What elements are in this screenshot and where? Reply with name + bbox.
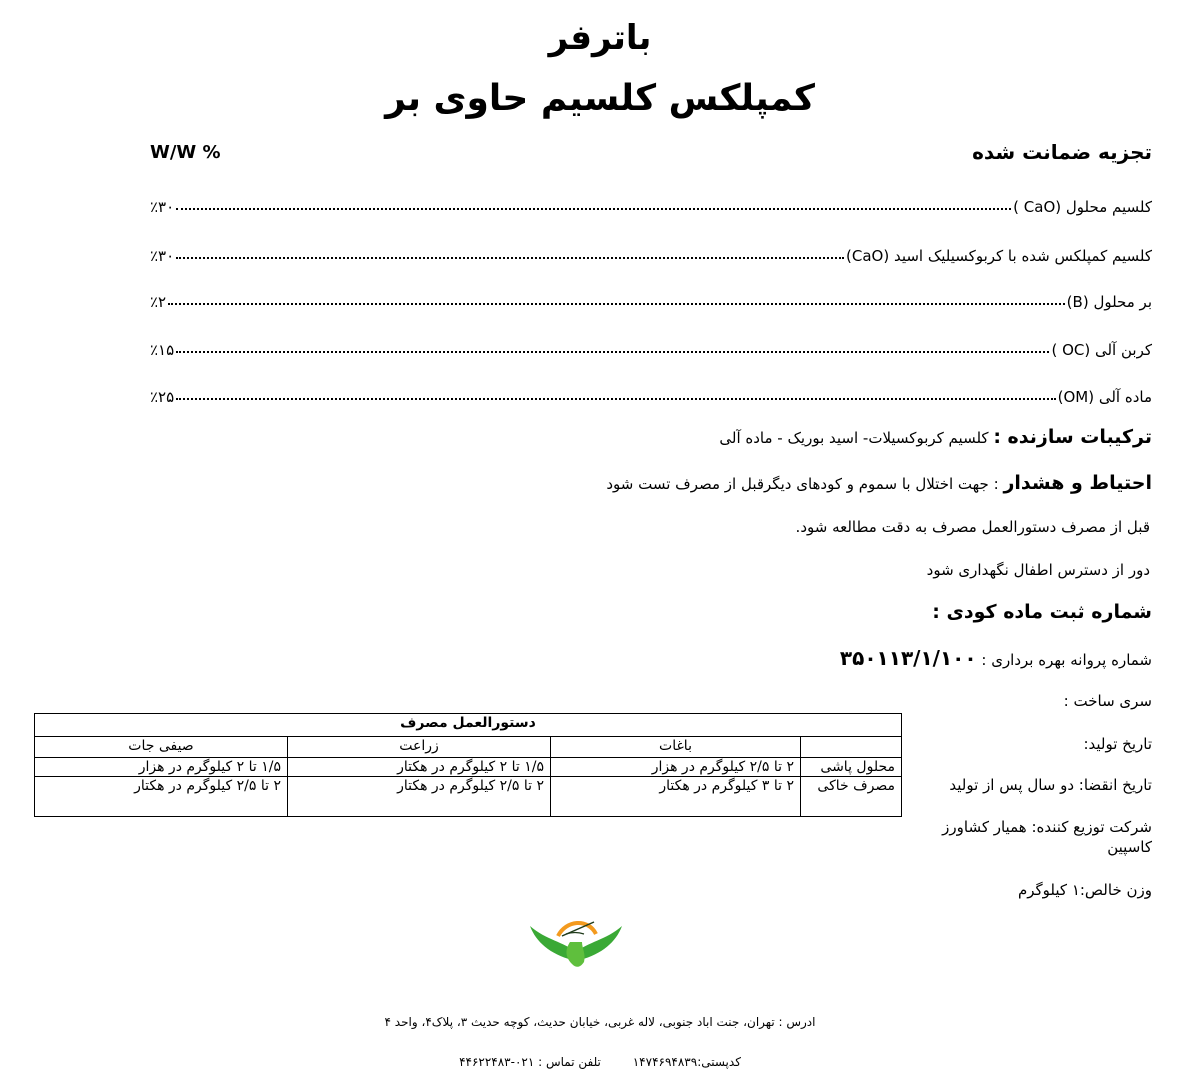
analysis-row — [150, 239, 1152, 265]
analysis-label: ماده آلی (OM) — [1057, 388, 1152, 406]
table-header: صیفی جات — [35, 737, 288, 758]
license-label: شماره پروانه بهره برداری : — [981, 651, 1152, 669]
table-cell: ۲ تا ۲/۵ کیلوگرم در هکتار — [35, 777, 288, 817]
warning-note: دور از دسترس اطفال نگهداری شود — [926, 561, 1150, 579]
table-row — [35, 758, 902, 777]
table-header: زراعت — [288, 737, 551, 758]
analysis-value: ٪۳۰ — [150, 247, 175, 265]
table-cell: ۲ تا ۲/۵ کیلوگرم در هزار — [551, 758, 801, 777]
postal-code: کدپستی:۱۴۷۴۶۹۴۸۳۹ — [632, 1055, 741, 1069]
analysis-row — [150, 333, 1152, 359]
composition-line — [719, 426, 1152, 448]
table-header: باغات — [551, 737, 801, 758]
analysis-value: ٪۲ — [150, 293, 167, 311]
analysis-label: بر محلول (B) — [1066, 293, 1152, 311]
analysis-label: کربن آلی (OC ) — [1051, 341, 1152, 359]
distributor-line: کاسپین — [1107, 838, 1152, 856]
table-cell: مصرف خاکی — [801, 777, 902, 817]
analysis-row — [150, 285, 1152, 311]
leader-dots — [168, 302, 1065, 305]
leader-dots — [176, 256, 844, 259]
table-cell: ۱/۵ تا ۲ کیلوگرم در هزار — [35, 758, 288, 777]
brand-title: باترفر — [548, 18, 652, 58]
leader-dots — [176, 397, 1055, 400]
warning-value: : جهت اختلال با سموم و کودهای دیگرقبل از مصرف تست شود — [606, 475, 999, 493]
analysis-value: ٪۲۵ — [150, 388, 175, 406]
analysis-value: ٪۱۵ — [150, 341, 175, 359]
table-cell: ۲ تا ۲/۵ کیلوگرم در هکتار — [288, 777, 551, 817]
batch-label: سری ساخت : — [1063, 692, 1152, 710]
leader-dots — [176, 350, 1049, 353]
license-number: ۳۵۰۱۱۳/۱/۱۰۰ — [839, 646, 977, 670]
table-cell: محلول پاشی — [801, 758, 902, 777]
analysis-value: ٪۳۰ — [150, 198, 175, 216]
analysis-title: تجزیه ضمانت شده — [972, 140, 1152, 164]
composition-value: کلسیم کربوکسیلات- اسید بوریک - ماده آلی — [719, 429, 989, 447]
net-weight: وزن خالص:۱ کیلوگرم — [1017, 881, 1152, 899]
table-cell: ۱/۵ تا ۲ کیلوگرم در هکتار — [288, 758, 551, 777]
registration-title: شماره ثبت ماده کودی : — [932, 601, 1152, 623]
table-header — [801, 737, 902, 758]
table-row — [35, 777, 902, 817]
warning-label: احتیاط و هشدار — [1003, 472, 1152, 494]
table-caption: دستورالعمل مصرف — [35, 714, 902, 737]
expiry-label: تاریخ انقضا: دو سال پس از تولید — [949, 776, 1152, 794]
wings-handshake-logo-icon — [526, 912, 626, 972]
analysis-label: کلسیم کمپلکس شده با کربوکسیلیک اسید (CaO) — [845, 247, 1152, 265]
leader-dots — [176, 207, 1011, 210]
product-title: کمپلکس کلسیم حاوی بر — [385, 78, 815, 119]
warning-line — [606, 472, 1152, 494]
phone-number: تلفن تماس : ۰۲۱-۴۴۶۲۲۴۸۳ — [459, 1055, 601, 1069]
analysis-row — [150, 380, 1152, 406]
distributor-line: شرکت توزیع کننده: همیار کشاورز — [942, 818, 1152, 836]
warning-note: قبل از مصرف دستورالعمل مصرف به دقت مطالعه شود. — [795, 518, 1150, 536]
composition-label: ترکیبات سازنده : — [993, 426, 1152, 448]
unit-label: W/W % — [150, 142, 221, 163]
analysis-label: کلسیم محلول (CaO ) — [1013, 198, 1152, 216]
contact-line — [0, 1055, 1200, 1069]
license-line — [840, 646, 1152, 670]
usage-table — [34, 713, 902, 817]
production-date-label: تاریخ تولید: — [1083, 735, 1152, 753]
address: ادرس : تهران، جنت اباد جنوبی، لاله غربی، خیابان حدیث، کوچه حدیث ۳، پلاک۴، واحد ۴ — [384, 1015, 816, 1029]
table-cell: ۲ تا ۳ کیلوگرم در هکتار — [551, 777, 801, 817]
analysis-row — [150, 190, 1152, 216]
